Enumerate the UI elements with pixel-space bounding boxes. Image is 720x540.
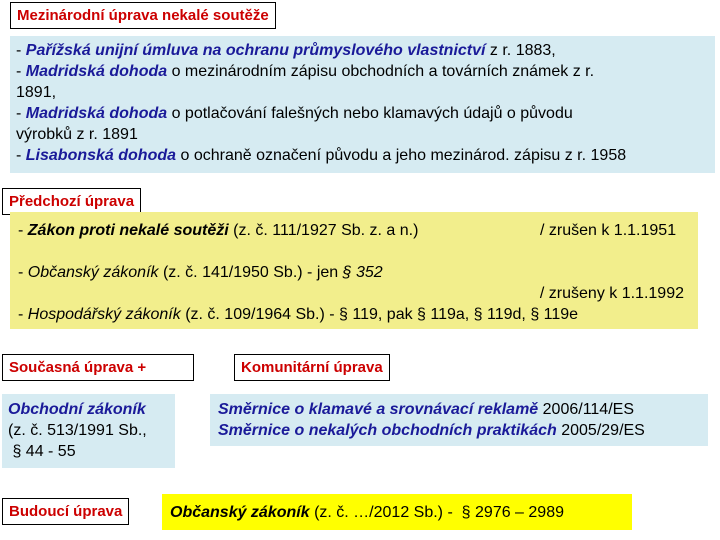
future-panel [162, 494, 632, 530]
repeal-note: / zrušen k 1.1.1951 [540, 222, 677, 239]
list-item: - Pařížská unijní úmluva na ochranu průmyslového vlastnictví z r. 1883, [16, 42, 556, 59]
list-item-continuation: výrobků z r. 1891 [16, 126, 138, 143]
directive-item: Směrnice o klamavé a srovnávací reklamě 2006/114/ES [218, 401, 634, 418]
list-item: - Madridská dohoda o mezinárodním zápisu obchodních a továrních známek z r. [16, 63, 595, 80]
previous-heading: Předchozí úprava [2, 188, 141, 215]
previous-item-2: - Občanský zákoník (z. č. 141/1950 Sb.) - jen § 352 [18, 264, 383, 281]
future-law: Občanský zákoník (z. č. …/2012 Sb.) - § 2976 – 2989 [170, 504, 564, 521]
community-heading: Komunitární úprava [234, 354, 390, 381]
repeal-note: / zrušeny k 1.1.1992 [539, 285, 684, 302]
previous-item-3: - Hospodářský zákoník (z. č. 109/1964 Sb.) - § 119, pak § 119a, § 119d, § 119e [18, 306, 579, 323]
list-item: - Madridská dohoda o potlačování falešných nebo klamavých údajů o původu [16, 105, 573, 122]
list-item: - Lisabonská dohoda o ochraně označení původu a jeho mezinárod. zápisu z r. 1958 [16, 147, 627, 164]
directive-item: Směrnice o nekalých obchodních praktikách 2005/29/ES [218, 422, 645, 439]
previous-item-1: - Zákon proti nekalé soutěži (z. č. 111/1927 Sb. z. a n.) / zrušen k 1.1.1951 [18, 222, 677, 239]
current-heading: Současná úprava + [2, 354, 194, 381]
community-panel [210, 394, 708, 446]
international-panel [10, 36, 715, 173]
future-heading: Budoucí úprava [2, 498, 129, 525]
list-item-continuation: 1891, [16, 84, 57, 101]
law-name: Obchodní zákoník [8, 401, 146, 418]
previous-panel [10, 212, 698, 329]
current-panel: Obchodní zákoník (z. č. 513/1991 Sb., § 44 - 55 [2, 394, 175, 468]
international-heading: Mezinárodní úprava nekalé soutěže [10, 2, 276, 29]
